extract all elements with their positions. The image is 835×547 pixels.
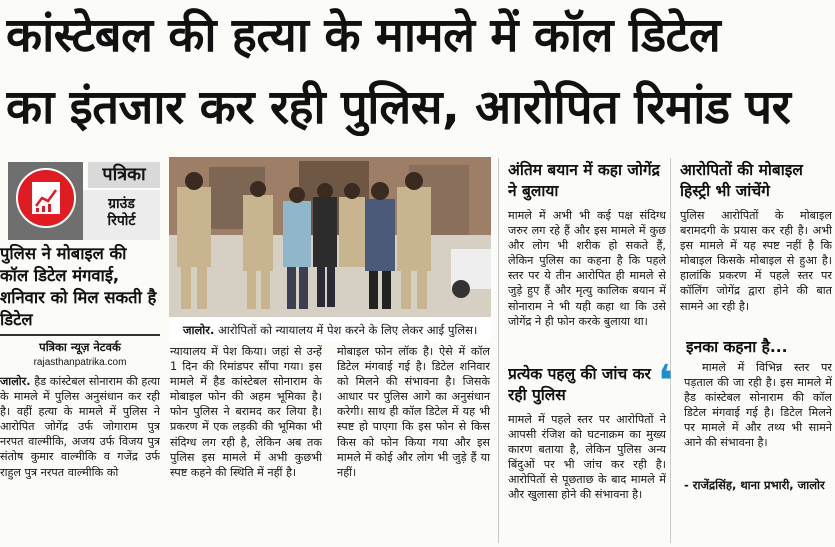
- badge-label-line-1: ग्राउंड: [108, 196, 135, 212]
- quote-text: मामले में विभिन्न स्तर पर पड़ताल की जा रही है। इस मामले में हैड कांस्टेबल सोनाराम की कॉल डिटेल मंगवाई गई है। डिटेल मिलने पर मामले में और तथ्य भी सामने आने की संभावना है।: [684, 361, 832, 450]
- photo-caption: [169, 318, 491, 342]
- left-column-body: [0, 374, 160, 544]
- left-column-heading: पुलिस ने मोबाइल की कॉल डिटेल मंगवाई, शनिवार को मिल सकती है डिटेल: [0, 244, 157, 329]
- byline: पत्रिका न्यूज़ नेटवर्क: [39, 340, 121, 354]
- caption-text: आरोपितों को न्यायालय में पेश करने के लिए लेकर आई पुलिस।: [218, 323, 478, 337]
- right-a-heading-1: अंतिम बयान में कहा जोगेंद्र ने बुलाया: [508, 161, 660, 200]
- right-b-heading-2: इनका कहना है...: [686, 338, 788, 356]
- right-a-body-1: मामले में अभी भी कई पक्ष संदिग्ध जरुर लग रहे हैं और इस मामले में कुछ और लोग भी शरीक हो सकते हैं, लेकिन पुलिस का कहना है कि पहले स्तर पर ये तीन आरोपित ही मामले से जुड़े हुए हैं और मृत्यु कालिक बयान में सोनाराम ने भी यही कहा था कि उसे जोगेंद्र ने ही फोन करके बुलाया था।: [508, 209, 666, 328]
- right-a-body-2: मामले में पहले स्तर पर आरोपितों ने आपसी रंजिश को घटनाक्रम का मुख्य कारण बताया है, लेकिन पुलिस अन्य बिंदुओं पर भी जांच कर रही है। आरोपितों से पूछताछ के बाद मामले में और खुलासा होने की संभावना है।: [508, 413, 666, 502]
- byline-divider: [0, 334, 160, 336]
- middle-column-1: न्यायालय में पेश किया। जहां से उन्हें 1 दिन की रिमांडपर सौंपा गया। इस मामले में हैड कांस्टेबल सोनाराम के मोबाइल फोन की अहम भूमिका है। फोन पुलिस ने बरामद कर लिया है। प्रकरण में एक लड़की की भूमिका भी संदिग्ध लग रही है, लेकिन अब तक पुलिस इस मामले में अभी कुछभी स्पष्ट कहने की स्थिति में नहीं है।: [170, 345, 322, 479]
- middle-column-2: मोबाइल फोन लॉक है। ऐसे में कॉल डिटेल मंगवाई गई है। डिटेल शनिवार को मिलने की संभावना है। जिसके आधार पर पुलिस आगे का अनुसंधान करेगी। साथ ही कॉल डिटेल में यह भी स्पष्ट हो पाएगा कि इस फोन से किस किस को फोन किया गया और इस मामले में कोई और लोग भी जुड़े हैं या नहीं।: [337, 345, 490, 479]
- news-photo: [169, 157, 491, 317]
- badge-label: [83, 190, 160, 240]
- headline-line-1: कांस्टेबल की हत्या के मामले में कॉल डिटेल: [6, 8, 721, 63]
- quote-attribution: - राजेंद्रसिंह, थाना प्रभारी, जालोर: [684, 478, 825, 492]
- website: rajasthanpatrika.com: [33, 357, 127, 368]
- right-a-heading-2: प्रत्येक पहलु की जांच कर रही पुलिस: [508, 365, 651, 404]
- left-body-text: हैड कांस्टेबल सोनाराम की हत्या के मामले में पुलिस अनुसंधान कर रही है। वहीं हत्या के मामले में पुलिस ने आरोपित जोगेंद्र उर्फ जोगाराम पुत्र नरपत वाल्मीकि, अजय उर्फ विजय पुत्र संतोष कुमार वाल्मीकि व गजेंद्र उर्फ राहुल पुत्र नरपत वाल्मीकि को: [0, 375, 160, 479]
- column-divider: [670, 158, 671, 543]
- quote-mark-icon: ❛: [658, 356, 674, 407]
- dateline: जालोर.: [0, 375, 31, 388]
- headline-line-2: का इंतजार कर रही पुलिस, आरोपित रिमांड पर: [6, 80, 791, 135]
- badge-brand: पत्रिका: [88, 162, 160, 188]
- report-chart-icon: [16, 168, 76, 228]
- badge-label-line-2: रिपोर्ट: [107, 213, 136, 229]
- column-divider: [498, 158, 499, 543]
- right-b-body-1: पुलिस आरोपितों के मोबाइल बरामदगी के प्रयास कर रही है। अभी इस मामले में यह स्पष्ट नहीं है कि मोबाइल किसके मोबाइल से हुआ है। हालांकि प्रकरण में पहले स्तर पर कॉलिंग जोगेंद्र द्वारा होने की बात सामने आ रही है।: [680, 209, 832, 313]
- right-b-heading-1: आरोपितों की मोबाइल हिस्ट्री भी जांचेंगे: [680, 161, 803, 200]
- byline-block: [0, 340, 160, 372]
- caption-place: जालोर.: [183, 323, 215, 337]
